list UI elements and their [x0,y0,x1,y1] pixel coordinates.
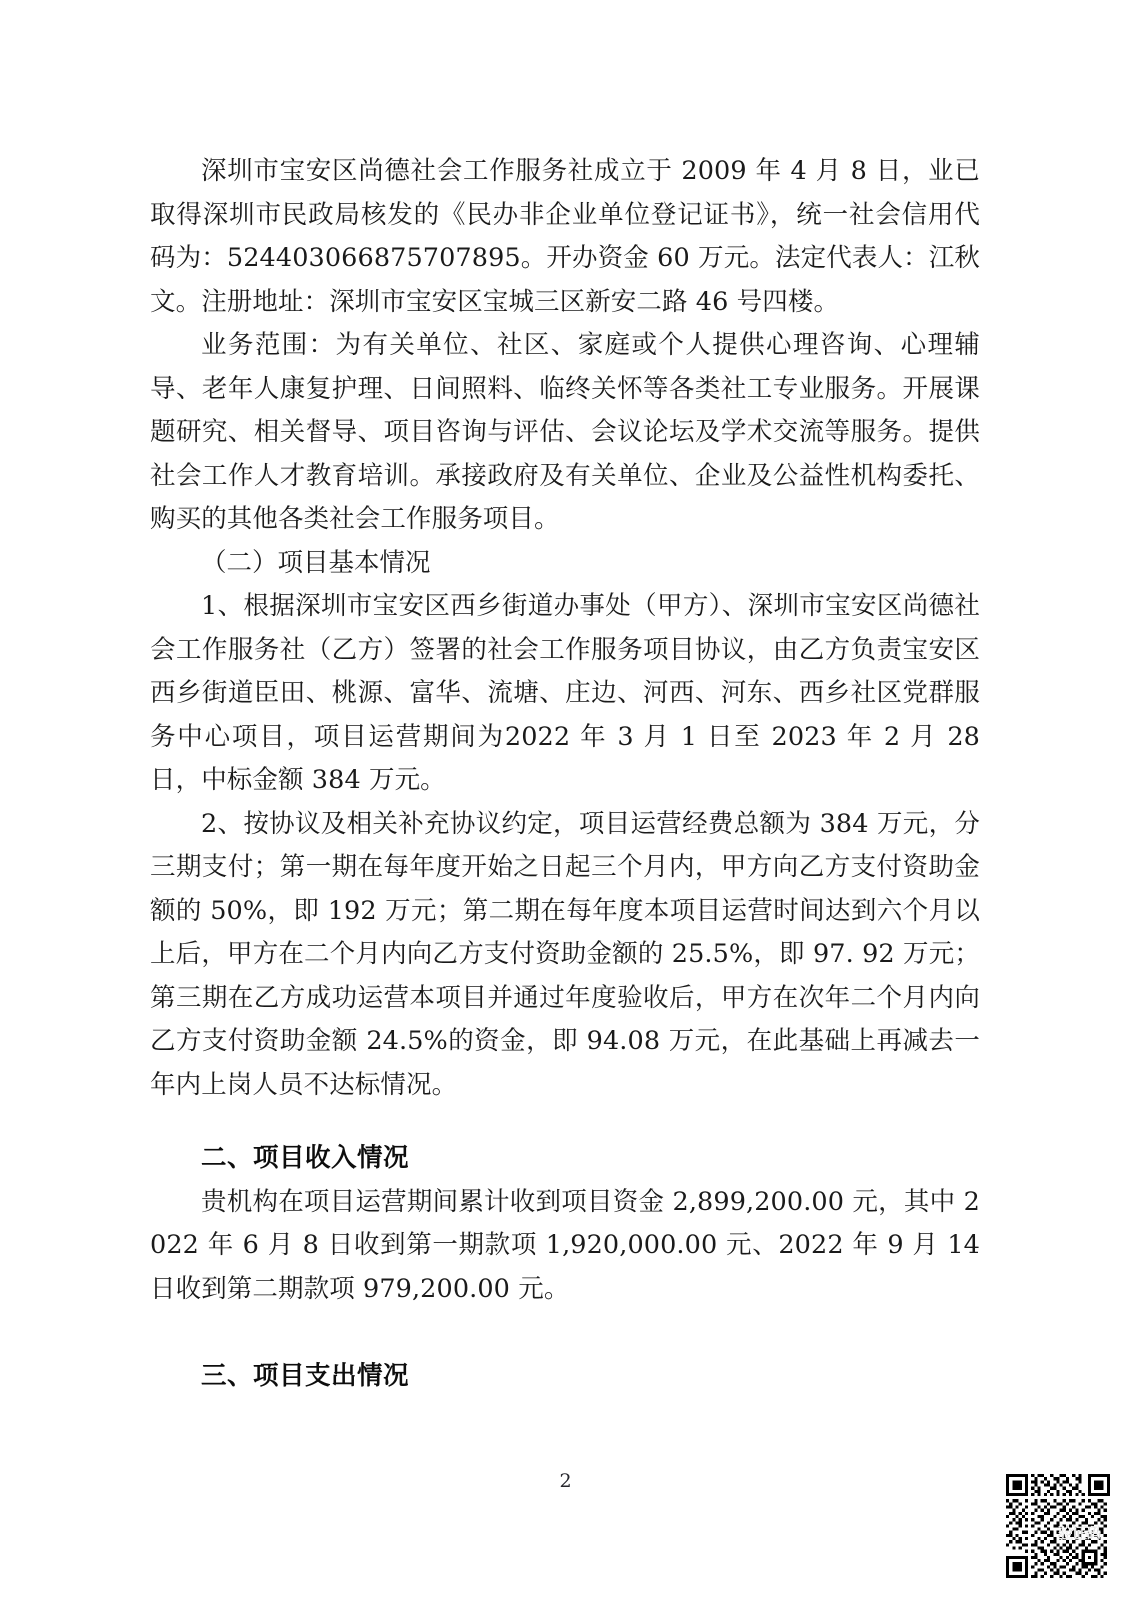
verification-qr-code [1006,1474,1110,1578]
paragraph-item-2: 2、按协议及相关补充协议约定，项目运营经费总额为 384 万元，分三期支付；第一期在每年度开始之日起三个月内，甲方向乙方支付资助金额的 50%，即 192 万元；第二期在每年度本项目运营时间达到六个月以上后，甲方在二个月内向乙方支付资助金额的 25.5%，即 97. 92 万元；第三期在乙方成功运营本项目并通过年度验收后，甲方在次年二个月内向乙方支付资助金额 24.5%的资金，即 94.08 万元，在此基础上再减去一年内上岗人员不达标情况。 [150,808,980,1100]
paragraph-org-intro: 深圳市宝安区尚德社会工作服务社成立于 2009 年 4 月 8 日，业已取得深圳市民政局核发的《民办非企业单位登记证书》，统一社会信用代码为：524403066875707895。开办资金 60 万元。法定代表人：江秋文。注册地址：深圳市宝安区宝城三区新安二路 46 号四楼。 [150,156,980,317]
heading-project-expenditure: 三、项目支出情况 [201,1361,410,1391]
heading-project-income: 二、项目收入情况 [201,1143,410,1173]
page-content [150,150,980,1399]
paragraph-income-detail: 贵机构在项目运营期间累计收到项目资金 2,899,200.00 元，其中 2022 年 6 月 8 日收到第一期款项 1,920,000.00 元、2022 年 9 月 14 日收到第二期款项 979,200.00 元。 [150,1186,980,1304]
paragraph-business-scope: 业务范围：为有关单位、社区、家庭或个人提供心理咨询、心理辅导、老年人康复护理、日间照料、临终关怀等各类社工专业服务。开展课题研究、相关督导、项目咨询与评估、会议论坛及学术交流等服务。提供社会工作人才教育培训。承接政府及有关单位、企业及公益性机构委托、购买的其他各类社会工作服务项目。 [150,330,980,534]
qr-center-label: 验证码 [1058,1524,1101,1542]
subheading-project-basics: （二）项目基本情况 [201,547,431,578]
spacer-before-heading-2 [150,1107,980,1137]
page-number-footer: 2 [559,1470,572,1492]
paragraph-item-1: 1、根据深圳市宝安区西乡街道办事处（甲方）、深圳市宝安区尚德社会工作服务社（乙方）签署的社会工作服务项目协议，由乙方负责宝安区西乡街道臣田、桃源、富华、流塘、庄边、河西、河东、西乡社区党群服务中心项目，项目运营期间为2022 年 3 月 1 日至 2023 年 2 月 28 日，中标金额 384 万元。 [150,591,980,795]
spacer-before-heading-3 [150,1311,980,1355]
